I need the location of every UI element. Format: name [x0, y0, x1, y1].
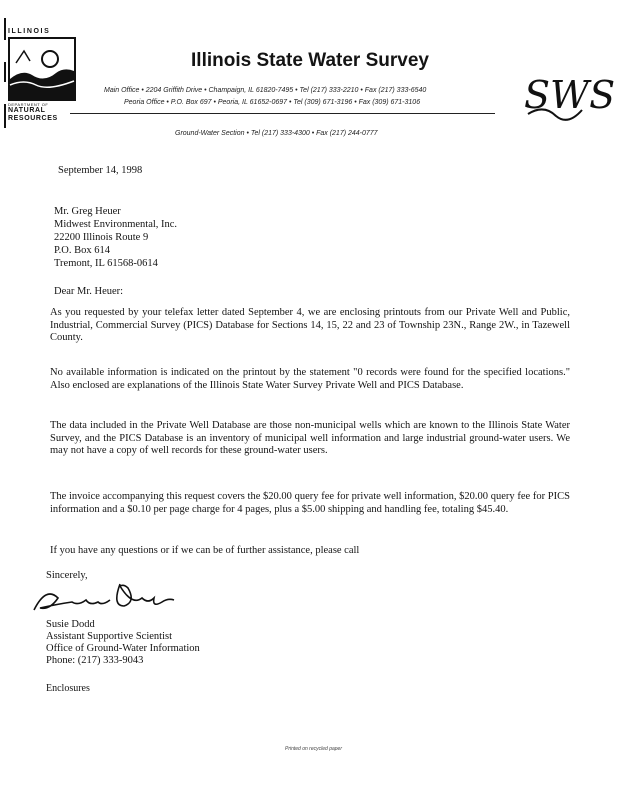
recipient-line: Midwest Environmental, Inc.	[54, 219, 178, 230]
logo-top-text: ILLINOIS	[8, 28, 51, 35]
signer-office: Office of Ground-Water Information	[46, 643, 200, 654]
recipient-line: Mr. Greg Heuer	[54, 206, 121, 217]
recipient-line: P.O. Box 614	[54, 245, 111, 256]
paragraph: No available information is indicated on the printout by the statement "0 records were found for the specified locations." Also enclosed are explanations of the Illinois State Water Survey Private Well and PICS Database.	[50, 367, 570, 391]
recipient-line: 22200 Illinois Route 9	[54, 232, 149, 243]
signer-title: Assistant Supportive Scientist	[46, 631, 172, 642]
paragraph: The data included in the Private Well Database are those non-municipal wells which are known to the Illinois State Water Survey, and the PICS Database is an inventory of municipal well information and large industrial ground-water users. We may not have a copy of well records for these ground-water users.	[50, 420, 570, 456]
letter-date: September 14, 1998	[58, 165, 143, 176]
sws-logo-mark	[520, 64, 616, 126]
recycled-paper-footer: Printed on recycled paper	[285, 746, 342, 752]
main-office-line: Main Office • 2204 Griffith Drive • Champaign, IL 61820-7495 • Tel (217) 333-2210 • Fax (217) 333-6540	[104, 87, 427, 94]
scan-mark	[4, 18, 6, 40]
sws-mark-text: SWS	[524, 73, 616, 117]
scan-mark	[4, 62, 6, 82]
paragraph: If you have any questions or if we can be of further assistance, please call	[50, 545, 360, 556]
logo-resources: RESOURCES	[8, 115, 58, 122]
salutation: Dear Mr. Heuer:	[54, 286, 124, 297]
handwritten-signature	[28, 576, 178, 618]
logo-emblem	[8, 37, 76, 101]
enclosures-note: Enclosures	[46, 683, 90, 694]
scan-mark	[4, 104, 6, 128]
logo-sub-text: DEPARTMENT OF	[8, 102, 49, 107]
signer-phone: Phone: (217) 333-9043	[46, 655, 144, 666]
logo-natural: NATURAL	[8, 107, 46, 114]
header-rule	[70, 113, 495, 114]
ground-water-section-line: Ground-Water Section • Tel (217) 333-4300 • Fax (217) 244-0777	[175, 130, 378, 137]
signer-name: Susie Dodd	[46, 619, 95, 630]
paragraph: The invoice accompanying this request covers the $20.00 query fee for private well information, $20.00 query fee for PICS information and a $0.10 per page charge for 4 pages, plus a $5.00 shipping and handling fee, totaling $45.40.	[50, 491, 570, 515]
paragraph: As you requested by your telefax letter dated September 4, we are enclosing printouts from our Private Well and Public, Industrial, Commercial Survey (PICS) Database for Sections 14, 15, 22 and 23 of Township 23N., Range 2W., in Tazewell County.	[50, 307, 570, 343]
peoria-office-line: Peoria Office • P.O. Box 697 • Peoria, IL 61652-0697 • Tel (309) 671-3196 • Fax (309) 671-3106	[124, 99, 421, 106]
recipient-line: Tremont, IL 61568-0614	[54, 258, 158, 269]
closing: Sincerely,	[46, 570, 88, 581]
letterhead-title: Illinois State Water Survey	[191, 50, 429, 71]
idnr-logo	[8, 28, 78, 123]
